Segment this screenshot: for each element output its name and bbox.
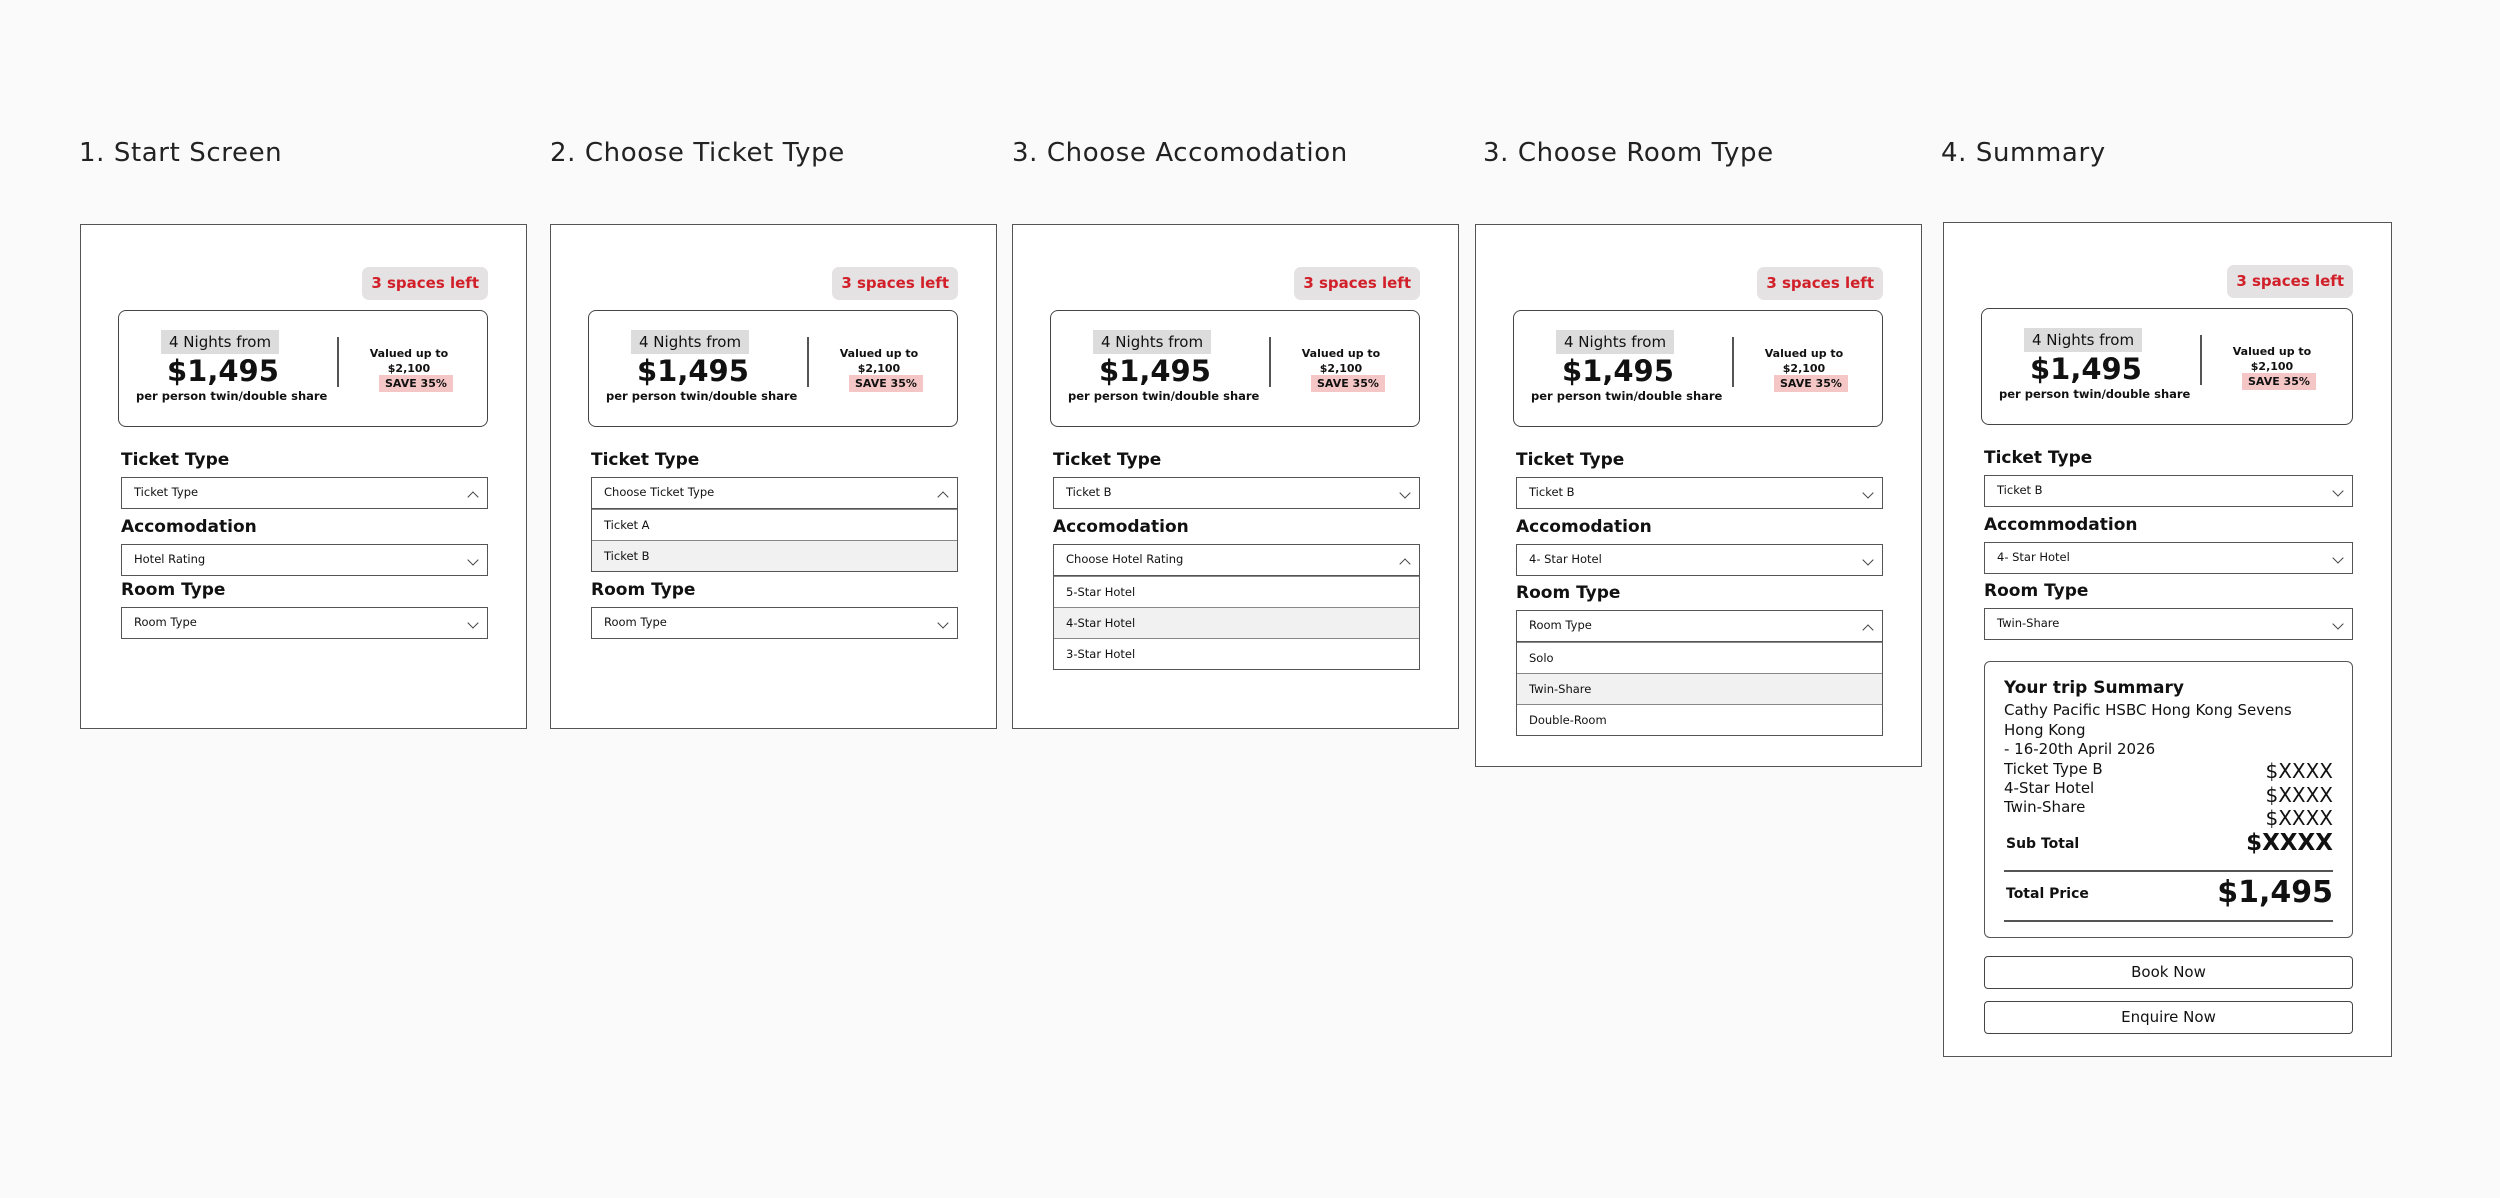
step-title-summary: 4. Summary <box>1941 138 2106 168</box>
summary-bottom-divider <box>2004 920 2333 922</box>
nights-from-label: 4 Nights from <box>1556 330 1674 354</box>
per-person-label: per person twin/double share <box>1999 387 2191 401</box>
price-divider <box>2200 335 2202 385</box>
ticket-type-label: Ticket Type <box>591 450 700 470</box>
per-person-label: per person twin/double share <box>136 389 328 403</box>
hotel-rating-select-value: Hotel Rating <box>134 552 206 566</box>
price-card <box>588 310 958 427</box>
step-title-choose-ticket-type: 2. Choose Ticket Type <box>550 138 845 168</box>
room-type-label: Room Type <box>1516 583 1621 603</box>
enquire-now-button[interactable]: Enquire Now <box>1984 1001 2353 1034</box>
accomodation-label: Accomodation <box>1053 517 1189 537</box>
ticket-option-a[interactable]: Ticket A <box>592 509 957 540</box>
price-card <box>118 310 488 427</box>
price-value: $1,495 <box>637 354 749 388</box>
ticket-type-label: Ticket Type <box>1053 450 1162 470</box>
summary-event-location: Hong Kong <box>2004 721 2086 739</box>
price-value: $1,495 <box>2030 352 2142 386</box>
room-type-label: Room Type <box>591 580 696 600</box>
per-person-label: per person twin/double share <box>1068 389 1260 403</box>
valued-label: Valued up to <box>839 347 919 360</box>
start-screen-frame <box>80 224 527 729</box>
hotel-rating-select[interactable] <box>1053 544 1420 576</box>
valued-amount: $2,100 <box>1782 362 1826 375</box>
summary-item-ticket-label: Ticket Type B <box>2004 760 2103 778</box>
chevron-down-icon <box>2332 618 2343 629</box>
price-card <box>1513 310 1883 427</box>
ticket-type-select-value: Ticket B <box>1066 485 1112 499</box>
price-card <box>1981 308 2353 425</box>
ticket-option-b[interactable]: Ticket B <box>592 540 957 571</box>
room-type-select[interactable] <box>1516 610 1883 642</box>
summary-item-hotel-label: 4-Star Hotel <box>2004 779 2095 797</box>
nights-from-label: 4 Nights from <box>161 330 279 354</box>
book-now-button[interactable]: Book Now <box>1984 956 2353 989</box>
ticket-type-label: Ticket Type <box>121 450 230 470</box>
save-badge: SAVE 35% <box>1774 375 1848 392</box>
valued-amount: $2,100 <box>387 362 431 375</box>
chevron-down-icon <box>467 617 478 628</box>
ticket-type-select[interactable] <box>121 477 488 509</box>
room-type-select-value: Room Type <box>134 615 197 629</box>
per-person-label: per person twin/double share <box>606 389 798 403</box>
summary-title: Your trip Summary <box>2004 678 2184 698</box>
hotel-rating-select-value: Choose Hotel Rating <box>1066 552 1184 566</box>
price-card <box>1050 310 1420 427</box>
chevron-down-icon <box>1862 487 1873 498</box>
room-type-select[interactable] <box>121 607 488 639</box>
valued-amount: $2,100 <box>857 362 901 375</box>
room-type-select-value: Room Type <box>1529 618 1592 632</box>
total-price-label: Total Price <box>2006 886 2089 902</box>
price-value: $1,495 <box>1562 354 1674 388</box>
ticket-type-select-value: Ticket B <box>1529 485 1575 499</box>
hotel-rating-select-value: 4- Star Hotel <box>1997 550 2070 564</box>
accomodation-label: Accomodation <box>1516 517 1652 537</box>
hotel-option-4-star[interactable]: 4-Star Hotel <box>1054 607 1419 638</box>
chevron-down-icon <box>937 617 948 628</box>
valued-amount: $2,100 <box>1319 362 1363 375</box>
room-type-select-value: Room Type <box>604 615 667 629</box>
room-type-select[interactable] <box>1984 608 2353 640</box>
step-title-choose-accomodation: 3. Choose Accomodation <box>1012 138 1348 168</box>
chevron-down-icon <box>1399 487 1410 498</box>
ticket-type-select-value: Ticket B <box>1997 483 2043 497</box>
hotel-rating-select[interactable] <box>1516 544 1883 576</box>
valued-label: Valued up to <box>369 347 449 360</box>
ticket-type-select-value: Choose Ticket Type <box>604 485 715 499</box>
hotel-option-3-star[interactable]: 3-Star Hotel <box>1054 638 1419 669</box>
valued-amount: $2,100 <box>2250 360 2294 373</box>
nights-from-label: 4 Nights from <box>631 330 749 354</box>
room-option-double-room[interactable]: Double-Room <box>1517 704 1882 735</box>
total-price-value: $1,495 <box>2217 875 2333 910</box>
summary-event-name: Cathy Pacific HSBC Hong Kong Sevens <box>2004 701 2292 719</box>
room-type-label: Room Type <box>1984 581 2089 601</box>
chevron-up-icon <box>467 491 478 502</box>
chevron-up-icon <box>1399 558 1410 569</box>
valued-label: Valued up to <box>1301 347 1381 360</box>
chevron-down-icon <box>1862 554 1873 565</box>
valued-label: Valued up to <box>2232 345 2312 358</box>
valued-up-to <box>369 346 449 376</box>
ticket-type-select[interactable] <box>1984 475 2353 507</box>
save-badge: SAVE 35% <box>1311 375 1385 392</box>
spaces-left-badge: 3 spaces left <box>1294 267 1420 300</box>
ticket-type-dropdown <box>591 509 958 572</box>
price-value: $1,495 <box>167 354 279 388</box>
price-divider <box>337 337 339 387</box>
spaces-left-badge: 3 spaces left <box>2227 265 2353 298</box>
valued-up-to <box>1301 346 1381 376</box>
price-divider <box>807 337 809 387</box>
ticket-type-label: Ticket Type <box>1516 450 1625 470</box>
save-badge: SAVE 35% <box>849 375 923 392</box>
room-type-label: Room Type <box>121 580 226 600</box>
room-type-dropdown <box>1516 642 1883 736</box>
room-type-select-value: Twin-Share <box>1997 616 2060 630</box>
summary-item-hotel-price: $XXXX <box>2265 783 2333 807</box>
accommodation-label: Accommodation <box>1984 515 2138 535</box>
spaces-left-badge: 3 spaces left <box>832 267 958 300</box>
chevron-down-icon <box>467 554 478 565</box>
hotel-rating-select[interactable] <box>121 544 488 576</box>
hotel-rating-dropdown <box>1053 576 1420 670</box>
save-badge: SAVE 35% <box>379 375 453 392</box>
valued-label: Valued up to <box>1764 347 1844 360</box>
hotel-rating-select[interactable] <box>1984 542 2353 574</box>
per-person-label: per person twin/double share <box>1531 389 1723 403</box>
chevron-down-icon <box>2332 552 2343 563</box>
price-divider <box>1269 337 1271 387</box>
nights-from-label: 4 Nights from <box>1093 330 1211 354</box>
save-badge: SAVE 35% <box>2242 373 2316 390</box>
trip-summary-card <box>1984 661 2353 938</box>
spaces-left-badge: 3 spaces left <box>1757 267 1883 300</box>
subtotal-value: $XXXX <box>2246 830 2333 856</box>
ticket-type-select-value: Ticket Type <box>134 485 199 499</box>
ticket-type-select[interactable] <box>591 477 958 509</box>
ticket-type-select[interactable] <box>1053 477 1420 509</box>
room-type-select[interactable] <box>591 607 958 639</box>
room-option-twin-share[interactable]: Twin-Share <box>1517 673 1882 704</box>
price-divider <box>1732 337 1734 387</box>
step-title-start-screen: 1. Start Screen <box>79 138 283 168</box>
valued-up-to <box>1764 346 1844 376</box>
summary-screen-frame <box>1943 222 2392 1057</box>
ticket-type-select[interactable] <box>1516 477 1883 509</box>
step-title-choose-room-type: 3. Choose Room Type <box>1483 138 1774 168</box>
valued-up-to <box>839 346 919 376</box>
summary-item-ticket-price: $XXXX <box>2265 759 2333 783</box>
valued-up-to <box>2232 344 2312 374</box>
ticket-type-label: Ticket Type <box>1984 448 2093 468</box>
price-value: $1,495 <box>1099 354 1211 388</box>
accomodation-label: Accomodation <box>121 517 257 537</box>
hotel-option-5-star[interactable]: 5-Star Hotel <box>1054 576 1419 607</box>
choose-accomodation-screen-frame <box>1012 224 1459 729</box>
room-option-solo[interactable]: Solo <box>1517 642 1882 673</box>
summary-divider <box>2004 870 2333 872</box>
chevron-down-icon <box>2332 485 2343 496</box>
choose-ticket-screen-frame <box>550 224 997 729</box>
nights-from-label: 4 Nights from <box>2024 328 2142 352</box>
chevron-up-icon <box>1862 624 1873 635</box>
summary-item-room-price: $XXXX <box>2265 806 2333 830</box>
chevron-up-icon <box>937 491 948 502</box>
hotel-rating-select-value: 4- Star Hotel <box>1529 552 1602 566</box>
subtotal-label: Sub Total <box>2006 836 2080 852</box>
spaces-left-badge: 3 spaces left <box>362 267 488 300</box>
choose-room-type-screen-frame <box>1475 224 1922 767</box>
summary-event-dates: - 16-20th April 2026 <box>2004 740 2156 758</box>
summary-item-room-label: Twin-Share <box>2004 798 2086 816</box>
